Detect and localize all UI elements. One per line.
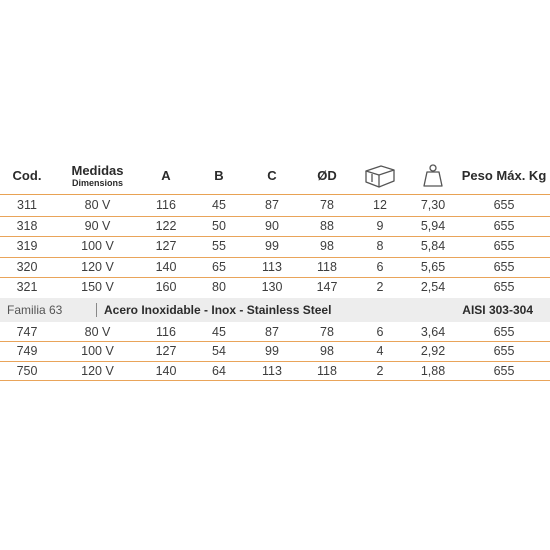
- cell-weight: 7,30: [420, 198, 446, 212]
- table-row: [0, 216, 550, 236]
- weight-icon: [421, 162, 445, 190]
- cell-c: 113: [262, 259, 282, 274]
- cell-a: 140: [155, 363, 177, 378]
- table-row: [0, 322, 550, 342]
- family-row: [0, 298, 550, 322]
- cell-qty: 6: [376, 325, 384, 339]
- header-dimensions-label: Dimensions: [71, 178, 123, 188]
- cell-peso: 655: [493, 198, 515, 212]
- cell-a: 140: [155, 259, 177, 274]
- cell-medidas: 150 V: [81, 280, 114, 295]
- table-row: [0, 361, 550, 381]
- cell-qty: 4: [376, 344, 384, 359]
- cell-weight: 5,94: [420, 218, 446, 233]
- cell-peso: 655: [493, 218, 515, 233]
- cell-code: 318: [16, 218, 38, 233]
- cell-c: 87: [265, 198, 279, 212]
- cell-peso: 655: [493, 325, 515, 339]
- cell-qty: 2: [376, 280, 384, 295]
- cell-od: 118: [317, 363, 337, 378]
- header-a-label: A: [161, 168, 171, 183]
- header-medidas: [60, 158, 135, 194]
- row-separator: [0, 380, 550, 381]
- cell-code: 749: [16, 344, 38, 359]
- cell-b: 64: [212, 363, 226, 378]
- family-grade: AISI 303-304: [462, 303, 533, 317]
- header-peso-label: Peso Máx. Kg: [461, 168, 547, 183]
- cell-weight: 5,65: [420, 259, 446, 274]
- header-b-label: B: [214, 168, 224, 183]
- cell-a: 116: [156, 325, 176, 339]
- box-icon: [363, 162, 397, 190]
- cell-od: 78: [320, 325, 334, 339]
- cell-c: 99: [265, 239, 279, 254]
- cell-b: 80: [212, 280, 226, 295]
- cell-peso: 655: [493, 363, 515, 378]
- cell-code: 319: [16, 239, 38, 254]
- header-box: [360, 158, 400, 194]
- cell-qty: 9: [376, 218, 384, 233]
- cell-b: 54: [212, 344, 226, 359]
- header-c-label: C: [267, 168, 277, 183]
- cell-qty: 8: [376, 239, 384, 254]
- cell-medidas: 120 V: [81, 363, 114, 378]
- family-label: Familia 63: [7, 303, 63, 317]
- cell-weight: 5,84: [420, 239, 446, 254]
- cell-b: 45: [212, 198, 226, 212]
- cell-qty: 12: [373, 198, 387, 212]
- cell-medidas: 100 V: [81, 344, 114, 359]
- cell-a: 160: [155, 280, 177, 295]
- table-row: [0, 341, 550, 361]
- cell-weight: 2,54: [420, 280, 446, 295]
- cell-code: 321: [16, 280, 38, 295]
- cell-qty: 2: [376, 363, 384, 378]
- table-row: [0, 257, 550, 277]
- cell-code: 311: [17, 198, 37, 212]
- table-row: [0, 236, 550, 256]
- cell-c: 87: [265, 325, 279, 339]
- cell-a: 127: [155, 239, 177, 254]
- cell-od: 118: [317, 259, 337, 274]
- header-medidas-label: Medidas: [71, 163, 124, 178]
- cell-c: 130: [261, 280, 283, 295]
- header-weight: [413, 158, 453, 194]
- cell-peso: 655: [493, 280, 515, 295]
- cell-code: 750: [16, 363, 38, 378]
- cell-od: 88: [320, 218, 334, 233]
- cell-code: 320: [16, 259, 38, 274]
- table-row: [0, 277, 550, 297]
- header-peso: [460, 158, 548, 194]
- cell-c: 90: [265, 218, 279, 233]
- family-description: Acero Inoxidable - Inox - Stainless Steel: [104, 303, 332, 317]
- cell-qty: 6: [376, 259, 384, 274]
- cell-od: 98: [320, 344, 334, 359]
- cell-code: 747: [16, 325, 38, 339]
- cell-peso: 655: [493, 344, 515, 359]
- cell-c: 113: [262, 363, 282, 378]
- family-divider: [96, 303, 97, 317]
- cell-medidas: 80 V: [84, 198, 111, 212]
- cell-a: 116: [156, 198, 176, 212]
- cell-medidas: 100 V: [81, 239, 114, 254]
- cell-weight: 3,64: [420, 325, 446, 339]
- table-header: [0, 158, 550, 194]
- header-od: [307, 158, 347, 194]
- cell-b: 55: [212, 239, 226, 254]
- cell-a: 127: [155, 344, 177, 359]
- cell-weight: 2,92: [420, 344, 446, 359]
- cell-od: 78: [320, 198, 334, 212]
- cell-b: 65: [212, 259, 226, 274]
- cell-medidas: 80 V: [84, 325, 111, 339]
- header-b: [204, 158, 234, 194]
- cell-peso: 655: [493, 259, 515, 274]
- cell-medidas: 120 V: [81, 259, 114, 274]
- header-od-label: ØD: [317, 168, 337, 183]
- cell-c: 99: [265, 344, 279, 359]
- cell-medidas: 90 V: [84, 218, 111, 233]
- cell-od: 147: [316, 280, 338, 295]
- cell-b: 45: [212, 325, 226, 339]
- cell-a: 122: [155, 218, 177, 233]
- cell-b: 50: [212, 218, 226, 233]
- table-row: [0, 195, 550, 215]
- header-code-label: Cod.: [12, 168, 42, 183]
- cell-weight: 1,88: [420, 363, 446, 378]
- cell-od: 98: [320, 239, 334, 254]
- header-a: [151, 158, 181, 194]
- header-code: [4, 158, 50, 194]
- cell-peso: 655: [493, 239, 515, 254]
- header-c: [257, 158, 287, 194]
